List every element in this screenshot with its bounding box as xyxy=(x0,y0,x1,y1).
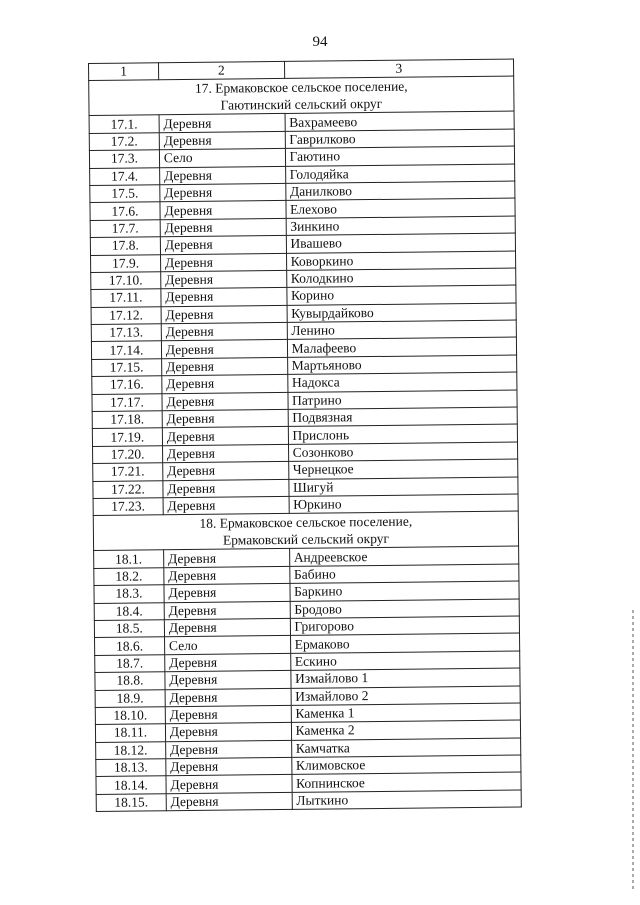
row-number: 17.8. xyxy=(90,237,160,255)
settlement-type: Деревня xyxy=(160,236,286,255)
settlement-type: Деревня xyxy=(166,792,292,811)
settlement-type: Деревня xyxy=(161,323,287,342)
table-body xyxy=(89,59,522,812)
settlement-name: Вахрамеево xyxy=(285,111,515,131)
settlement-type: Деревня xyxy=(163,549,289,568)
settlement-name: Елехово xyxy=(286,198,516,218)
column-number-1: 1 xyxy=(89,63,159,81)
settlement-name: Шигуй xyxy=(288,477,518,497)
settlement-name: Климовское xyxy=(291,755,521,775)
section-title xyxy=(89,76,514,115)
row-number: 17.12. xyxy=(91,306,161,324)
settlement-type: Деревня xyxy=(165,723,291,742)
settlement-name: Измайлово 1 xyxy=(290,668,520,688)
settlement-type: Деревня xyxy=(162,409,288,428)
settlement-name: Подвязная xyxy=(288,407,518,427)
settlement-type: Деревня xyxy=(159,114,285,133)
row-number: 17.3. xyxy=(89,150,159,168)
settlement-name: Ленино xyxy=(287,320,517,340)
settlement-name: Надокса xyxy=(287,372,517,392)
settlement-name: Ивашево xyxy=(286,233,516,253)
settlement-name: Юркино xyxy=(289,494,519,514)
row-number: 18.5. xyxy=(94,620,164,638)
section-title-line: 18. Ермаковское сельское поселение, xyxy=(199,514,413,532)
scan-edge-artifact xyxy=(632,610,634,890)
settlement-type: Деревня xyxy=(165,740,291,759)
page-number: 94 xyxy=(312,34,328,50)
settlement-type: Деревня xyxy=(164,584,290,603)
section-title-line: Ермаковский сельский округ xyxy=(222,531,390,548)
row-number: 17.10. xyxy=(91,272,161,290)
settlement-type: Деревня xyxy=(165,688,291,707)
row-number: 18.1. xyxy=(94,550,164,568)
row-number: 17.1. xyxy=(89,115,159,133)
settlement-type: Деревня xyxy=(160,183,286,202)
settlement-type: Деревня xyxy=(166,757,292,776)
row-number: 17.17. xyxy=(92,393,162,411)
settlement-name: Корино xyxy=(286,285,516,305)
row-number: 17.2. xyxy=(89,133,159,151)
settlement-name: Измайлово 2 xyxy=(291,686,521,706)
row-number: 17.7. xyxy=(90,219,160,237)
settlement-name: Созонково xyxy=(288,442,518,462)
settlement-name: Зинкино xyxy=(286,216,516,236)
settlement-name: Голодяйка xyxy=(285,164,515,184)
settlement-type: Деревня xyxy=(162,444,288,463)
row-number: 17.11. xyxy=(91,289,161,307)
settlement-type: Деревня xyxy=(164,566,290,585)
settlement-name: Гаютино xyxy=(285,146,515,166)
settlement-type: Деревня xyxy=(163,479,289,498)
row-number: 18.11. xyxy=(95,724,165,742)
settlement-type: Деревня xyxy=(166,775,292,794)
section-header-row xyxy=(93,511,518,550)
settlement-name: Прислонь xyxy=(288,424,518,444)
row-number: 17.20. xyxy=(93,446,163,464)
settlement-type: Деревня xyxy=(159,166,285,185)
settlement-name: Ескино xyxy=(290,651,520,671)
row-number: 17.23. xyxy=(93,498,163,516)
row-number: 18.7. xyxy=(95,654,165,672)
section-title xyxy=(93,511,518,550)
settlement-name: Каменка 1 xyxy=(291,703,521,723)
section-title-line: 17. Ермаковское сельское поселение, xyxy=(194,79,408,97)
settlement-type: Деревня xyxy=(161,357,287,376)
settlement-name: Патрино xyxy=(288,390,518,410)
settlement-type: Деревня xyxy=(165,653,291,672)
row-number: 18.8. xyxy=(95,672,165,690)
settlement-name: Кувырдайково xyxy=(287,303,517,323)
row-number: 17.22. xyxy=(93,480,163,498)
settlement-name: Коворкино xyxy=(286,251,516,271)
settlement-type: Деревня xyxy=(160,253,286,272)
row-number: 18.10. xyxy=(95,707,165,725)
row-number: 17.6. xyxy=(90,202,160,220)
section-header-row xyxy=(89,76,514,115)
settlement-name: Мартьяново xyxy=(287,355,517,375)
settlement-type: Деревня xyxy=(164,618,290,637)
settlement-type: Деревня xyxy=(163,496,289,515)
settlement-name: Данилково xyxy=(285,181,515,201)
row-number: 18.3. xyxy=(94,585,164,603)
column-number-2: 2 xyxy=(158,61,284,80)
settlement-name: Копнинское xyxy=(292,772,522,792)
settlement-type: Деревня xyxy=(164,601,290,620)
settlement-type: Деревня xyxy=(165,705,291,724)
row-number: 17.14. xyxy=(91,341,161,359)
row-number: 17.15. xyxy=(92,359,162,377)
row-number: 17.18. xyxy=(92,411,162,429)
row-number: 18.2. xyxy=(94,568,164,586)
settlement-name: Баркино xyxy=(290,581,520,601)
row-number: 17.4. xyxy=(90,167,160,185)
settlement-type: Село xyxy=(159,149,285,168)
settlement-type: Село xyxy=(164,636,290,655)
row-number: 18.14. xyxy=(96,776,166,794)
settlement-name: Камчатка xyxy=(291,738,521,758)
row-number: 17.16. xyxy=(92,376,162,394)
row-number: 17.5. xyxy=(90,185,160,203)
settlement-type: Деревня xyxy=(159,131,285,150)
settlement-type: Деревня xyxy=(162,392,288,411)
row-number: 18.13. xyxy=(96,759,166,777)
settlement-type: Деревня xyxy=(161,305,287,324)
row-number: 17.19. xyxy=(92,428,162,446)
row-number: 18.9. xyxy=(95,689,165,707)
settlement-name: Каменка 2 xyxy=(291,720,521,740)
row-number: 18.12. xyxy=(96,741,166,759)
table-row xyxy=(96,790,521,812)
row-number: 17.9. xyxy=(91,254,161,272)
settlement-name: Бродово xyxy=(290,599,520,619)
row-number: 17.13. xyxy=(91,324,161,342)
row-number: 17.21. xyxy=(93,463,163,481)
settlement-name: Андреевское xyxy=(289,546,519,566)
settlement-type: Деревня xyxy=(160,218,286,237)
settlement-name: Колодкино xyxy=(286,268,516,288)
row-number: 18.4. xyxy=(94,602,164,620)
row-number: 18.6. xyxy=(95,637,165,655)
settlement-type: Деревня xyxy=(163,462,289,481)
settlement-name: Гаврилково xyxy=(285,129,515,149)
settlement-name: Бабино xyxy=(289,564,519,584)
settlement-name: Ермаково xyxy=(290,633,520,653)
section-title-line: Гаютинский сельский округ xyxy=(220,96,383,114)
settlement-name: Лыткино xyxy=(292,790,522,810)
settlement-type: Деревня xyxy=(162,427,288,446)
settlement-type: Деревня xyxy=(165,671,291,690)
column-number-3: 3 xyxy=(284,59,514,79)
settlement-type: Деревня xyxy=(162,375,288,394)
settlement-name: Чернецкое xyxy=(288,459,518,479)
settlement-type: Деревня xyxy=(160,201,286,220)
settlement-name: Малафеево xyxy=(287,337,517,357)
settlements-table xyxy=(88,59,522,813)
settlement-name: Григорово xyxy=(290,616,520,636)
settlement-type: Деревня xyxy=(161,270,287,289)
row-number: 18.15. xyxy=(96,794,166,812)
settlement-type: Деревня xyxy=(161,288,287,307)
settlement-type: Деревня xyxy=(161,340,287,359)
